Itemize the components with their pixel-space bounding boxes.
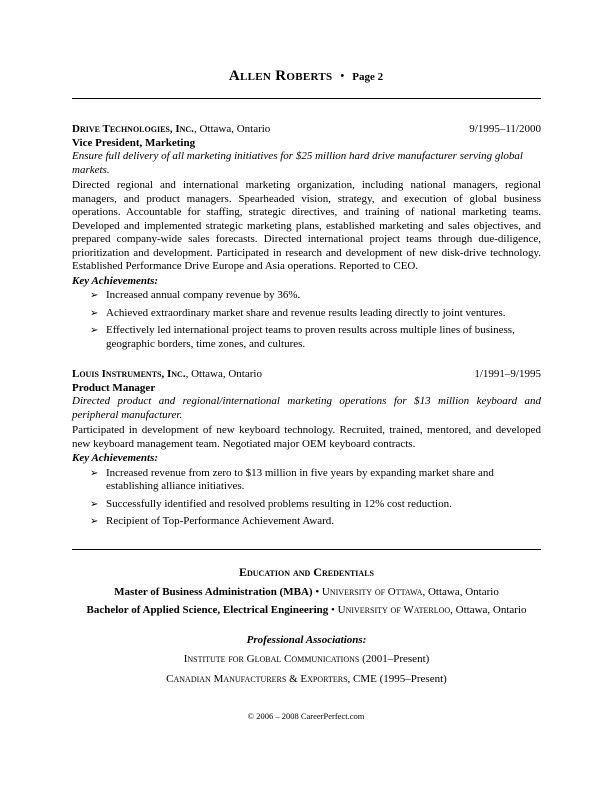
job-dates: 1/1991–9/1995 (474, 368, 541, 380)
association-name: Institute for Global Communications (183, 653, 360, 665)
job-description: Participated in development of new keyboard technology. Recruited, trained, mentored, and developed new keyboard management team. Negotiated major OEM keyboard contracts. (72, 424, 541, 450)
achievement-item: ➢ Effectively led international project teams to proven results across multiple lines of business, geographic borders, time zones, and cultures. (90, 324, 541, 351)
job-employer (72, 368, 262, 382)
job-description: Directed regional and international marketing organization, including national managers, regional managers, and product managers. Spearheaded vision, strategy, and execution of global business operations. Accountable for staffing, strategic directives, and training of national marketing teams. Developed and implemented strategic marketing plans, established marketing and sales objectives, and prepared company-wide sales forecasts. Directed international project teams through due-diligence, prioritization and development. Participated in research and development of new disk-drive technology. Established Performance Drive Europe and Asia operations. Reported to CEO. (72, 179, 541, 272)
page-number: Page 2 (352, 71, 384, 83)
association-name: Canadian Manufacturers & Exporters, CME (166, 672, 377, 685)
section-rule (72, 549, 541, 550)
achievement-item: ➢ Increased revenue from zero to $13 million in five years by expanding market share and establishing alliance initiatives. (90, 467, 541, 494)
association-entry (72, 673, 541, 687)
degree-name: Bachelor of Applied Science, Electrical Engineering (86, 604, 329, 616)
school-name: University of Ottawa (321, 585, 423, 598)
job-header (72, 123, 541, 137)
job-title: Product Manager (72, 381, 156, 394)
achievements-list (72, 289, 541, 351)
header-rule (72, 98, 541, 99)
job-entry-2 (72, 368, 541, 533)
achievement-item: ➢ Increased annual company revenue by 36%. (90, 289, 541, 303)
association-years: (2001–Present) (359, 653, 430, 665)
job-summary: Ensure full delivery of all marketing initiatives for $25 million hard drive manufacturer serving global markets. (72, 150, 523, 176)
job-employer (72, 123, 270, 137)
candidate-name: Allen Roberts (228, 68, 333, 84)
school-location: , Ottawa, Ontario (422, 585, 499, 598)
degree-entry (72, 586, 541, 600)
degree-name: Master of Business Administration (MBA) (114, 585, 313, 598)
association-years: (1995–Present) (376, 672, 447, 685)
school-name: University of Waterloo (337, 604, 451, 616)
job-dates: 9/1995–11/2000 (469, 123, 541, 135)
association-entry (72, 653, 541, 667)
resume-header (0, 67, 612, 85)
company-name: Louis Instruments, Inc. (72, 368, 186, 380)
education-section (72, 566, 541, 686)
degree-separator: • (312, 585, 322, 598)
company-name: Drive Technologies, Inc. (72, 123, 194, 135)
job-title: Vice President, Marketing (72, 136, 196, 149)
achievements-label: Key Achievements: (72, 452, 159, 464)
job-entry-1 (72, 123, 541, 355)
job-header (72, 368, 541, 382)
company-location: , Ottawa, Ontario (193, 123, 271, 135)
job-summary: Directed product and regional/international marketing operations for $13 million keyboard and peripheral manufacturer. (72, 395, 541, 421)
achievement-item: ➢ Achieved extraordinary market share and revenue results leading directly to joint ventures. (90, 307, 541, 321)
header-separator: • (340, 70, 345, 82)
achievement-item: ➢ Recipient of Top-Performance Achievement Award. (90, 515, 541, 529)
achievement-item: ➢ Successfully identified and resolved problems resulting in 12% cost reduction. (90, 498, 541, 512)
copyright-footer: © 2006 – 2008 CareerPerfect.com (247, 711, 365, 721)
degree-entry (72, 604, 541, 618)
associations-heading: Professional Associations: (246, 633, 367, 646)
school-location: , Ottawa, Ontario (450, 604, 527, 616)
education-heading: Education and Credentials (239, 565, 374, 579)
achievements-list (72, 467, 541, 529)
achievements-label: Key Achievements: (72, 274, 159, 287)
degree-separator: • (328, 604, 338, 616)
company-location: , Ottawa, Ontario (185, 368, 262, 380)
